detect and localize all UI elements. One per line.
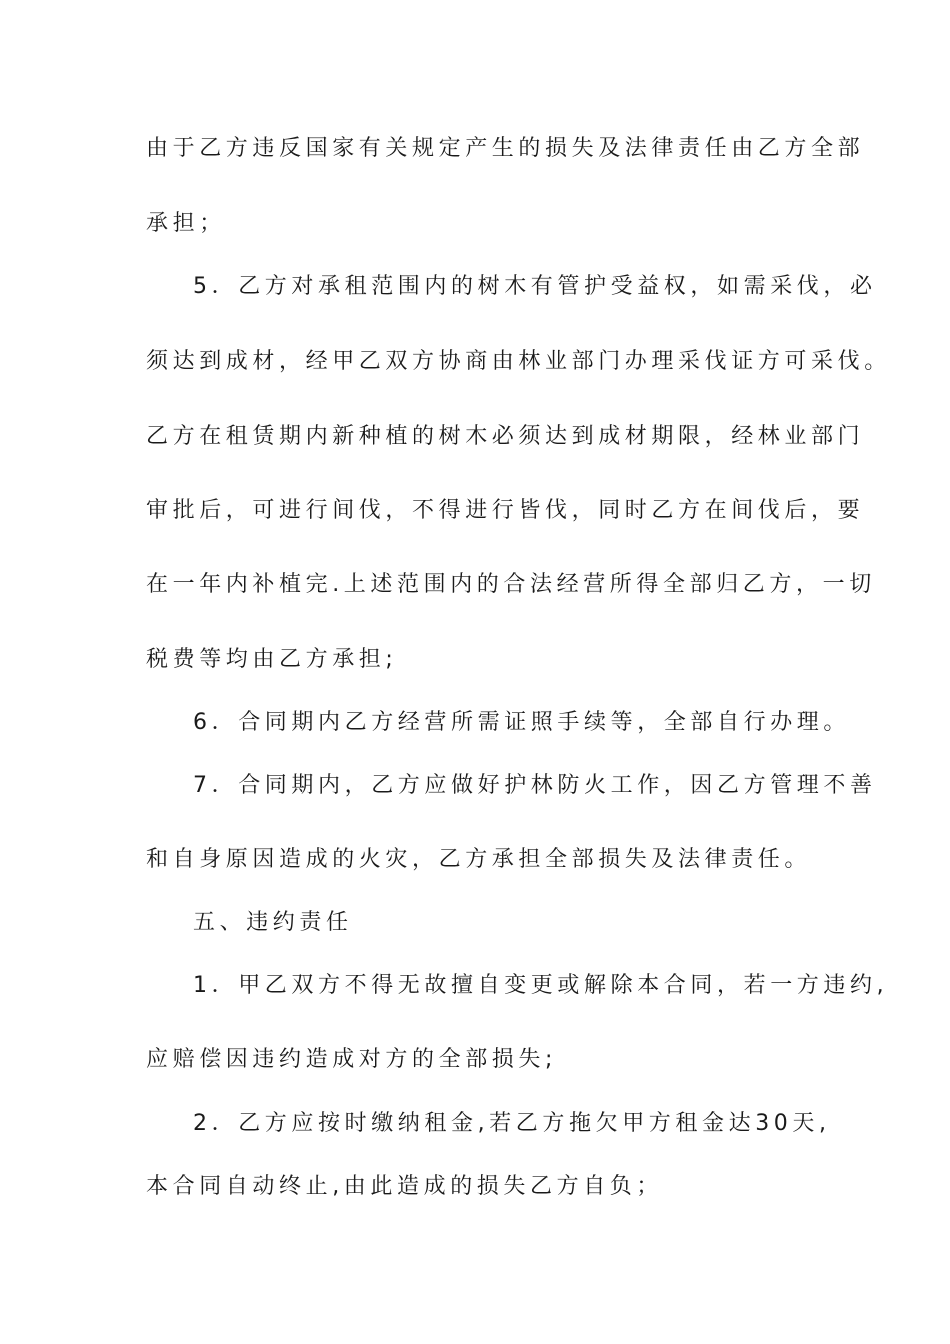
paragraph-line: 乙方在租赁期内新种植的树木必须达到成材期限，经林业部门	[146, 424, 865, 449]
paragraph-line: 应赔偿因违约造成对方的全部损失;	[146, 1047, 558, 1072]
paragraph-line: 审批后，可进行间伐，不得进行皆伐，同时乙方在间伐后，要	[146, 498, 865, 523]
paragraph-line: 税费等均由乙方承担;	[146, 647, 398, 672]
paragraph-line: 由于乙方违反国家有关规定产生的损失及法律责任由乙方全部	[146, 136, 865, 161]
clause-1-line: 1．甲乙双方不得无故擅自变更或解除本合同，若一方违约,	[193, 973, 889, 998]
clause-2-line: 2．乙方应按时缴纳租金,若乙方拖欠甲方租金达30天,	[193, 1111, 831, 1136]
paragraph-line: 承担；	[146, 211, 226, 236]
clause-6-line: 6．合同期内乙方经营所需证照手续等，全部自行办理。	[193, 710, 850, 735]
paragraph-line: 本合同自动终止,由此造成的损失乙方自负；	[146, 1174, 663, 1199]
paragraph-line: 和自身原因造成的火灾，乙方承担全部损失及法律责任。	[146, 847, 812, 872]
clause-5-line: 5．乙方对承租范围内的树木有管护受益权，如需采伐，必	[193, 274, 877, 299]
section-heading: 五、违约责任	[193, 910, 353, 935]
paragraph-line: 在一年内补植完.上述范围内的合法经营所得全部归乙方，一切	[146, 572, 876, 597]
paragraph-line: 须达到成材，经甲乙双方协商由林业部门办理采伐证方可采伐。	[146, 349, 891, 374]
clause-7-line: 7．合同期内，乙方应做好护林防火工作，因乙方管理不善	[193, 773, 877, 798]
